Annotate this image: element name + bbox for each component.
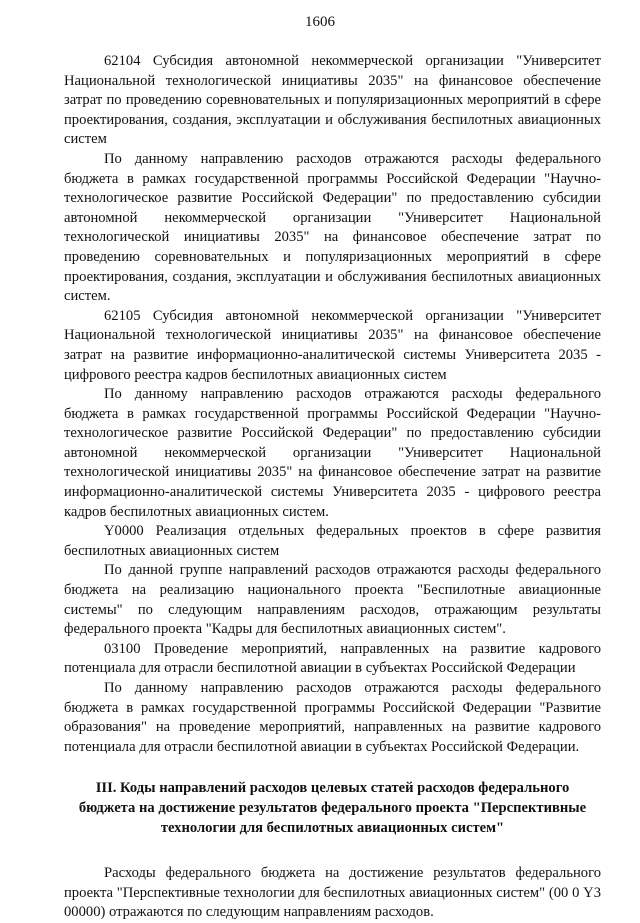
page-number: 1606 [305, 14, 335, 30]
paragraph-y0000-title: Y0000 Реализация отдельных федеральных проектов в сфере развития беспилотных авиационных систем [64, 523, 601, 559]
paragraph-62104-description: По данному направлению расходов отражаются расходы федерального бюджета в рамках государственной программы Российской Федерации "Научно-технологическое развитие Российской Федерации" по предоставлению субсидии автономной некоммерческой организации "Университет Национальной технологической инициативы 2035" на финансовое обеспечение затрат по проведению соревновательных и популяризационных мероприятий в сфере проектирования, создания, эксплуатации и обслуживания беспилотных авиационных систем. [64, 150, 601, 305]
paragraph-y0000-description: По данной группе направлений расходов отражаются расходы федерального бюджета на реализацию национального проекта "Беспилотные авиационные системы" по следующим направлениям расходов, отражающим результаты федерального проекта "Кадры для беспилотных авиационных систем". [64, 562, 601, 638]
closing-paragraph: Расходы федерального бюджета на достижение результатов федерального проекта "Перспективные технологии для беспилотных авиационных систем" (00 0 Y3 00000) отражаются по следующим направлениям расходов. [64, 865, 601, 921]
section-heading: III. Коды направлений расходов целевых статей расходов федерального бюджета на достижение результатов федерального проекта "Перспективные технологии для беспилотных авиационных систем" [78, 780, 587, 836]
paragraph-03100-title: 03100 Проведение мероприятий, направленных на развитие кадрового потенциала для отрасли беспилотной авиации в субъектах Российской Федерации [64, 640, 601, 677]
paragraph-62105-description: По данному направлению расходов отражаются расходы федерального бюджета в рамках государственной программы Российской Федерации "Научно-технологическое развитие Российской Федерации" по предоставлению субсидии автономной некоммерческой организации "Университет Национальной технологической инициативы 2035" на финансовое обеспечение затрат на развитие информационно-аналитической системы Университета 2035 - цифрового реестра кадров беспилотных авиационных систем. [64, 386, 601, 520]
document-body [64, 52, 601, 923]
paragraph-62104-title: 62104 Субсидия автономной некоммерческой организации "Университет Национальной технологической инициативы 2035" на финансовое обеспечение затрат по проведению соревновательных и популяризационных мероприятий в сфере проектирования, создания, эксплуатации и обслуживания беспилотных авиационных систем [64, 53, 601, 148]
paragraph-62105-title: 62105 Субсидия автономной некоммерческой организации "Университет Национальной технологической инициативы 2035" на финансовое обеспечение затрат на развитие информационно-аналитической системы Университета 2035 - цифрового реестра кадров беспилотных авиационных систем [64, 307, 601, 383]
paragraph-03100-description: По данному направлению расходов отражаются расходы федерального бюджета в рамках государственной программы Российской Федерации "Развитие образования" на проведение мероприятий, направленных на развитие кадрового потенциала для отрасли беспилотной авиации в субъектах Российской Федерации. [64, 680, 601, 755]
